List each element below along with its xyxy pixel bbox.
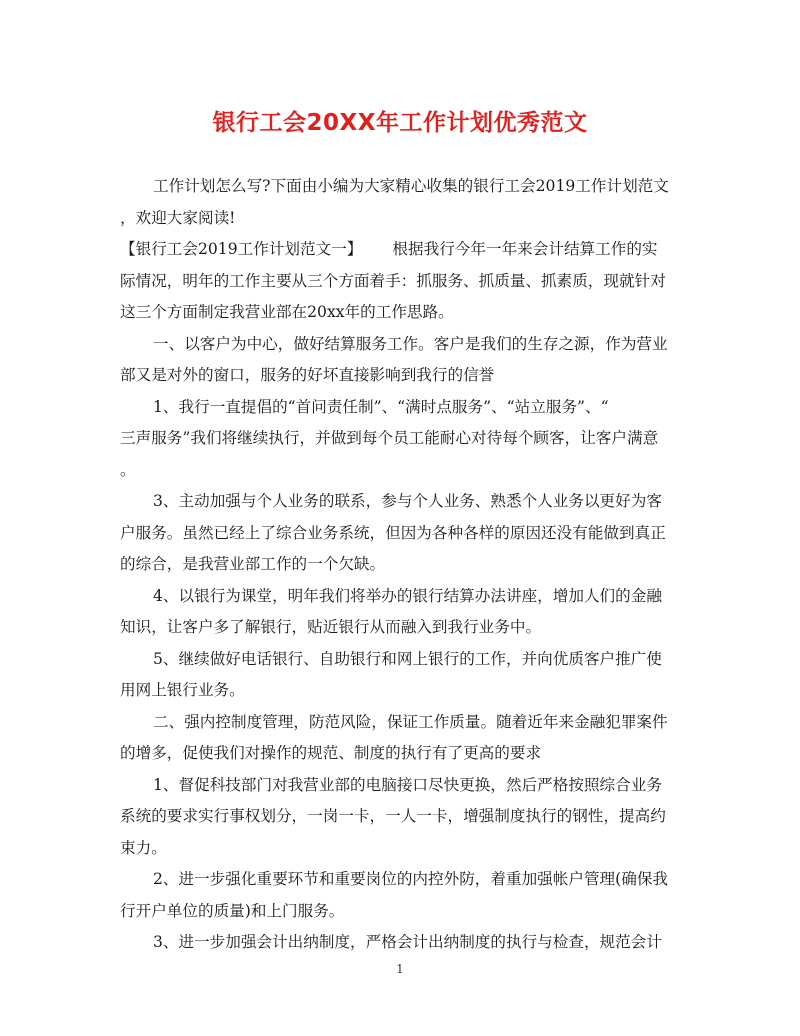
text-line: ，欢迎大家阅读! [120,208,236,227]
text-line: 工作计划怎么写?下面由小编为大家精心收集的银行工会2019工作计划范文 [153,177,669,195]
text-line: 。 [120,460,136,479]
text-line: 系统的要求实行事权划分，一岗一卡，一人一卡，增强制度执行的钢性，提高约 [120,807,666,825]
text-line: 二、强内控制度管理，防范风险，保证工作质量。随着近年来金融犯罪案件 [153,712,668,731]
text-line: 1、我行一直提倡的“首问责任制”、“满时点服务”、“站立服务”、“ [153,397,609,416]
text-run: 根据我行今年一年来会计结算工作的实 [392,240,658,258]
text-line: 5、继续做好电话银行、自助银行和网上银行的工作，并向优质客户推广使 [153,649,662,668]
text-line: 知识，让客户多了解银行，贴近银行从而融入到我行业务中。 [120,618,542,636]
text-line: 部又是对外的窗口，服务的好坏直接影响到我行的信誉 [120,366,495,384]
document-body [120,171,680,959]
text-line: 2、进一步强化重要环节和重要岗位的内控外防，着重加强帐户管理(确保我 [153,870,669,888]
text-line: 行开户单位的质量)和上门服务。 [120,901,345,920]
text-line: 3、主动加强与个人业务的联系，参与个人业务、熟悉个人业务以更好为客 [153,492,662,510]
section-heading: 【银行工会2019工作计划范文一】 [120,240,363,258]
text-line: 际情况，明年的工作主要从三个方面着手：抓服务、抓质量、抓素质，现就针对 [120,271,666,290]
text-line: 1、督促科技部门对我营业部的电脑接口尽快更换，然后严格按照综合业务 [153,775,662,794]
text-line: 一、以客户为中心，做好结算服务工作。客户是我们的生存之源，作为营业 [153,334,668,353]
text-line [120,234,680,266]
text-line: 3、进一步加强会计出纳制度，严格会计出纳制度的执行与检查，规范会计 [153,933,662,951]
text-line: 这三个方面制定我营业部在20xx年的工作思路。 [120,303,454,321]
page-number: 1 [396,962,404,976]
text-line: 的综合，是我营业部工作的一个欠缺。 [120,555,386,573]
text-line: 三声服务”我们将继续执行，并做到每个员工能耐心对待每个顾客，让客户满意 [120,429,659,447]
document-title: 银行工会20XX年工作计划优秀范文 [212,110,588,136]
text-line: 用网上银行业务。 [120,681,245,699]
text-line: 的增多，促使我们对操作的规范、制度的执行有了更高的要求 [120,744,542,762]
text-line: 4、以银行为课堂，明年我们将举办的银行结算办法讲座，增加人们的金融 [153,586,662,605]
text-line: 户服务。虽然已经上了综合业务系统，但因为各种各样的原因还没有能做到真正 [120,523,666,542]
text-line: 束力。 [120,838,167,857]
